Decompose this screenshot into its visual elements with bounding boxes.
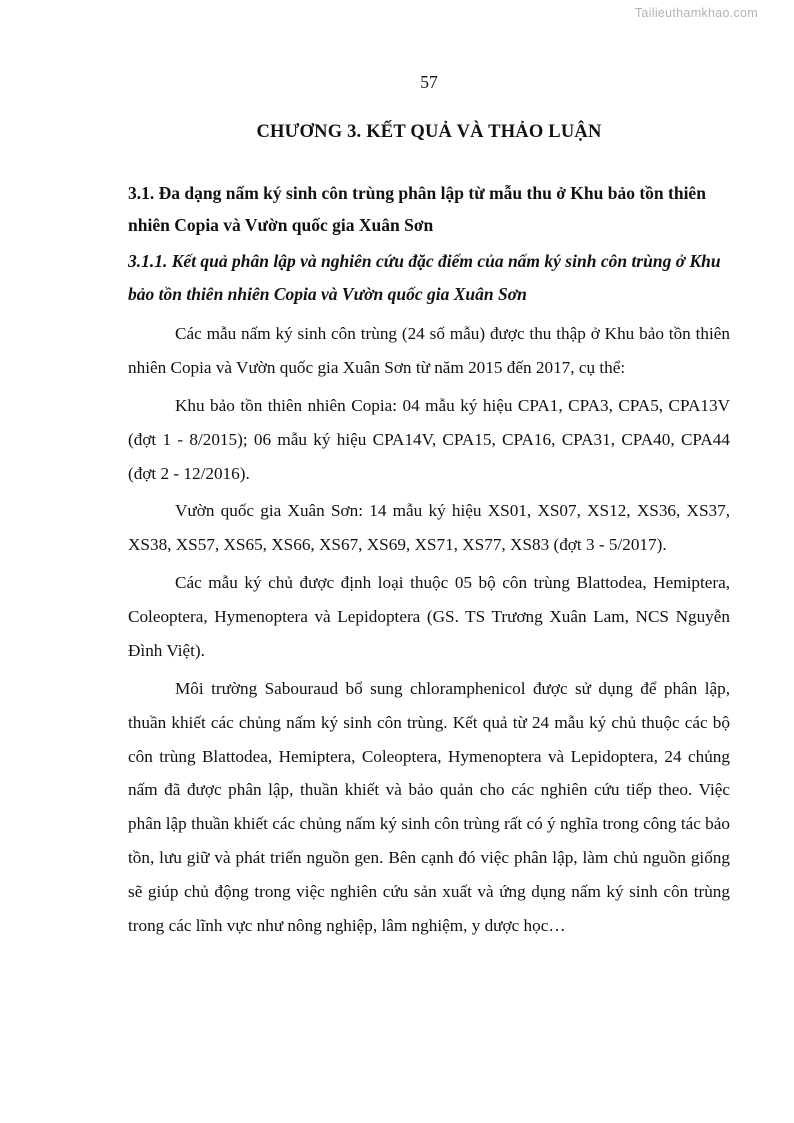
page-number: 57 — [420, 72, 438, 92]
subsection-heading-3-1-1: 3.1.1. Kết quả phân lập và nghiên cứu đặc điểm của nấm ký sinh côn trùng ở Khu bảo tồn thiên nhiên Copia và Vườn quốc gia Xuân Sơn — [128, 251, 721, 305]
body-paragraph: Các mẫu nấm ký sinh côn trùng (24 số mẫu) được thu thập ở Khu bảo tồn thiên nhiên Copia và Vườn quốc gia Xuân Sơn từ năm 2015 đến 2017, cụ thể: — [128, 324, 730, 377]
body-paragraph: Các mẫu ký chủ được định loại thuộc 05 bộ côn trùng Blattodea, Hemiptera, Coleoptera, Hymenoptera và Lepidoptera (GS. TS Trương Xuân Lam, NCS Nguyễn Đình Việt). — [128, 573, 730, 660]
chapter-title: CHƯƠNG 3. KẾT QUẢ VÀ THẢO LUẬN — [256, 121, 602, 142]
section-heading-3-1: 3.1. Đa dạng nấm ký sinh côn trùng phân lập từ mẫu thu ở Khu bảo tồn thiên nhiên Copia và Vườn quốc gia Xuân Sơn — [128, 182, 706, 236]
watermark-text: Tailieuthamkhao.com — [634, 6, 758, 20]
body-paragraph: Khu bảo tồn thiên nhiên Copia: 04 mẫu ký hiệu CPA1, CPA3, CPA5, CPA13V (đợt 1 - 8/2015); 06 mẫu ký hiệu CPA14V, CPA15, CPA16, CPA31, CPA40, CPA44 (đợt 2 - 12/2016). — [128, 395, 730, 483]
page-content — [128, 0, 730, 943]
body-paragraph: Môi trường Sabouraud bổ sung chloramphenicol được sử dụng để phân lập, thuần khiết các chủng nấm ký sinh côn trùng. Kết quả từ 24 mẫu ký chủ thuộc các bộ côn trùng Blattodea, Hemiptera, Coleoptera, Hymenoptera và Lepidoptera, 24 chủng nấm đã được phân lập, thuần khiết và bảo quản cho các nghiên cứu tiếp theo. Việc phân lập thuần khiết các chủng nấm ký sinh côn trùng rất có ý nghĩa trong công tác bảo tồn, lưu giữ và phát triển nguồn gen. Bên cạnh đó việc phân lập, làm chủ nguồn giống sẽ giúp chủ động trong việc nghiên cứu sản xuất và ứng dụng nấm ký sinh côn trùng trong các lĩnh vực như nông nghiệp, lâm nghiệm, y dược học… — [128, 678, 730, 935]
body-paragraph: Vườn quốc gia Xuân Sơn: 14 mẫu ký hiệu XS01, XS07, XS12, XS36, XS37, XS38, XS57, XS65, XS66, XS67, XS69, XS71, XS77, XS83 (đợt 3 - 5/2017). — [128, 501, 730, 555]
